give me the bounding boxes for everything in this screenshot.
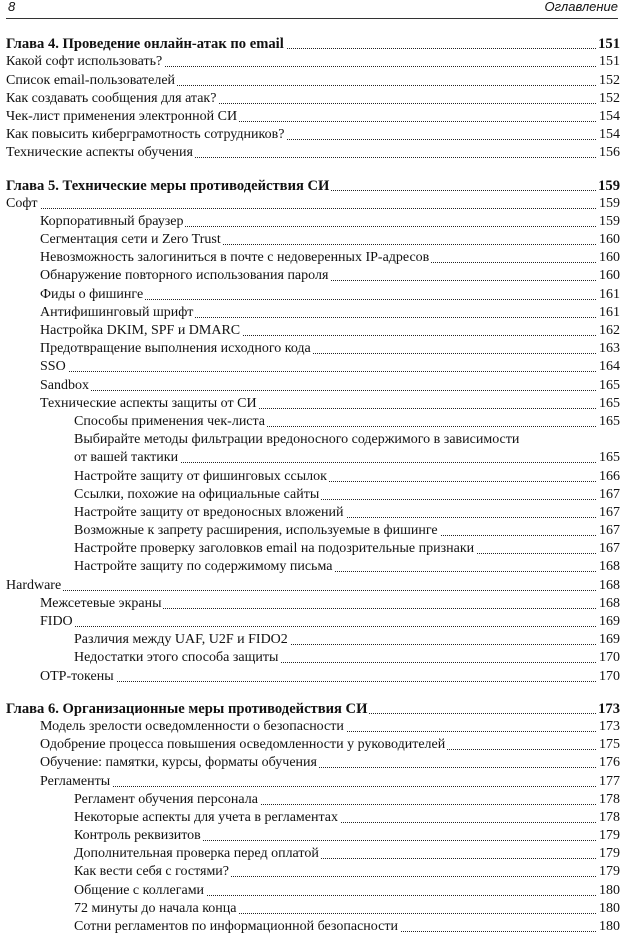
toc-entry-title: Sandbox — [40, 377, 89, 393]
toc-chapter-entry[interactable] — [6, 701, 620, 719]
toc-page-number: 159 — [598, 177, 620, 194]
toc-entry-title: Общение с коллегами — [74, 882, 205, 898]
toc-entry-title: Невозможность залогиниться в почте с недоверенных IP-адресов — [40, 250, 430, 266]
toc-entry[interactable] — [6, 72, 620, 90]
dot-leader — [40, 371, 620, 372]
toc-page-number: 161 — [599, 286, 620, 302]
toc-entry-title: Различия между UAF, U2F и FIDO2 — [74, 632, 288, 648]
toc-page-number: 180 — [599, 919, 620, 935]
toc-page-number: 178 — [599, 791, 620, 807]
toc-page-number: 160 — [599, 232, 620, 248]
toc-page-number: 151 — [598, 36, 620, 53]
dot-leader — [6, 590, 620, 591]
toc-entry-title: Глава 4. Проведение онлайн-атак по email — [6, 36, 284, 53]
toc-entry-title: Дополнительная проверка перед оплатой — [74, 846, 319, 862]
toc-page-number: 152 — [599, 90, 620, 106]
toc-entry-title: Глава 5. Технические меры противодействия СИ — [6, 177, 330, 194]
toc-entry[interactable] — [6, 487, 620, 505]
page-number: 8 — [8, 0, 16, 14]
toc-page-number: 165 — [599, 377, 620, 393]
toc-page-number: 159 — [599, 195, 620, 211]
toc-entry[interactable] — [6, 864, 620, 882]
toc-entry[interactable] — [6, 505, 620, 523]
toc-entry-title: Софт — [6, 195, 38, 211]
toc-entry[interactable] — [6, 127, 620, 145]
toc-entry-title: Список email-пользователей — [6, 72, 176, 88]
toc-entry[interactable] — [6, 719, 620, 737]
toc-entry[interactable] — [6, 810, 620, 828]
toc-entry-title: Как повысить киберграмотность сотрудников? — [6, 127, 285, 143]
toc-entry-title: Настройте защиту по содержимому письма — [74, 559, 333, 575]
toc-chapter-entry[interactable] — [6, 177, 620, 195]
toc-entry-title: Технические аспекты защиты от СИ — [40, 395, 257, 411]
toc-entry-title: Настройте защиту от фишинговых ссылок — [74, 468, 327, 484]
toc-entry[interactable] — [6, 214, 620, 232]
toc-entry-title: Одобрение процесса повышения осведомленности у руководителей — [40, 737, 446, 753]
toc-chapter-entry[interactable] — [6, 36, 620, 54]
toc-entry[interactable] — [6, 559, 620, 577]
toc-entry-title: Ссылки, похожие на официальные сайты — [74, 486, 320, 502]
toc-page-number: 173 — [599, 718, 620, 734]
toc-page-number: 167 — [599, 541, 620, 557]
toc-entry-title: Антифишинговый шрифт — [40, 304, 194, 320]
toc-entry[interactable] — [6, 341, 620, 359]
toc-entry[interactable] — [6, 755, 620, 773]
toc-entry[interactable] — [6, 773, 620, 791]
toc-page-number: 164 — [599, 359, 620, 375]
toc-entry[interactable] — [6, 232, 620, 250]
toc-entry-title: Модель зрелости осведомленности о безопасности — [40, 718, 344, 734]
toc-page-number: 165 — [599, 413, 620, 429]
toc-entry[interactable] — [6, 359, 620, 377]
toc-entry[interactable] — [6, 323, 620, 341]
toc-entry-title: 72 минуты до начала конца — [74, 900, 237, 916]
toc-page-number: 168 — [599, 595, 620, 611]
toc-entry-title: Способы применения чек-листа — [74, 413, 266, 429]
toc-entry-title: Предотвращение выполнения исходного кода — [40, 341, 311, 357]
toc-entry[interactable] — [6, 377, 620, 395]
toc-entry-title: Глава 6. Организационные меры противодействия СИ — [6, 700, 368, 717]
toc-page-number: 162 — [599, 323, 620, 338]
toc-entry-title: Регламент обучения персонала — [74, 791, 258, 807]
dot-leader — [40, 390, 620, 391]
toc-entry[interactable] — [6, 577, 620, 595]
toc-entry-title: SSO — [40, 359, 66, 375]
toc-entry-title: Регламенты — [40, 773, 111, 789]
toc-entry[interactable] — [6, 668, 620, 686]
toc-entry[interactable] — [6, 792, 620, 810]
toc-entry[interactable] — [6, 432, 620, 468]
toc-page-number: 170 — [599, 650, 620, 666]
toc-entry[interactable] — [6, 145, 620, 163]
toc-page-number: 165 — [599, 395, 620, 411]
toc-entry-title: Чек-лист применения электронной СИ — [6, 108, 238, 124]
toc-entry-title: от вашей тактики — [74, 450, 179, 466]
toc-page-number: 151 — [599, 54, 620, 70]
toc-entry[interactable] — [6, 250, 620, 268]
toc-entry[interactable] — [6, 414, 620, 432]
toc-page-number: 180 — [599, 882, 620, 898]
toc-entry[interactable] — [6, 396, 620, 414]
toc-entry-title: Настройте защиту от вредоносных вложений — [74, 504, 344, 520]
dot-leader — [40, 626, 620, 627]
toc-entry-title: Обнаружение повторного использования пароля — [40, 268, 329, 284]
toc-page-number: 178 — [599, 809, 620, 825]
toc-page-number: 169 — [599, 632, 620, 648]
toc-entry-title-line1: Выбирайте методы фильтрации вредоносного содержимого в зависимости — [74, 431, 520, 447]
toc-page-number: 167 — [599, 504, 620, 520]
toc-page-number: 175 — [599, 737, 620, 753]
toc-entry[interactable] — [6, 523, 620, 541]
toc-entry[interactable] — [6, 846, 620, 864]
toc-page-number: 161 — [599, 304, 620, 320]
toc-entry-title: Настройка DKIM, SPF и DMARC — [40, 323, 241, 338]
toc-entry-title: Технические аспекты обучения — [6, 145, 193, 161]
toc-page-number: 168 — [599, 559, 620, 575]
toc-entry[interactable] — [6, 650, 620, 668]
toc-entry[interactable] — [6, 286, 620, 304]
table-of-contents — [6, 36, 620, 937]
toc-entry[interactable] — [6, 614, 620, 632]
toc-page-number: 168 — [599, 577, 620, 593]
toc-entry[interactable] — [6, 468, 620, 486]
toc-page-number: 165 — [599, 450, 620, 466]
toc-page-number: 176 — [599, 755, 620, 771]
toc-entry[interactable] — [6, 919, 620, 937]
toc-entry[interactable] — [6, 541, 620, 559]
toc-page-number: 154 — [599, 108, 620, 124]
toc-entry-title: Корпоративный браузер — [40, 213, 184, 229]
toc-entry-title: Настройте проверку заголовков email на подозрительные признаки — [74, 541, 475, 557]
toc-entry[interactable] — [6, 268, 620, 286]
toc-page-number: 152 — [599, 72, 620, 88]
toc-entry-title: Сотни регламентов по информационной безопасности — [74, 919, 398, 935]
toc-entry-title: Как создавать сообщения для атак? — [6, 90, 217, 106]
page-header — [6, 0, 618, 19]
toc-page-number: 169 — [599, 614, 620, 630]
toc-entry-title: Недостатки этого способа защиты — [74, 650, 279, 666]
toc-entry-title: Возможные к запрету расширения, используемые в фишинге — [74, 523, 438, 539]
toc-entry[interactable] — [6, 91, 620, 109]
toc-page-number: 154 — [599, 127, 620, 143]
toc-page-number: 160 — [599, 250, 620, 266]
dot-leader — [40, 681, 620, 682]
toc-entry[interactable] — [6, 737, 620, 755]
toc-page-number: 177 — [599, 773, 620, 789]
toc-page-number: 179 — [599, 828, 620, 844]
toc-page-number: 160 — [599, 268, 620, 284]
dot-leader — [40, 786, 620, 787]
toc-entry-title: Обучение: памятки, курсы, форматы обучения — [40, 755, 317, 771]
toc-entry-title: OTP-токены — [40, 668, 114, 684]
toc-page-number: 163 — [599, 341, 620, 357]
toc-page-number: 159 — [599, 213, 620, 229]
toc-entry-title: Межсетевые экраны — [40, 595, 162, 611]
toc-entry[interactable] — [6, 596, 620, 614]
toc-page-number: 167 — [599, 523, 620, 539]
toc-entry[interactable] — [6, 882, 620, 900]
toc-entry-title: Как вести себя с гостями? — [74, 864, 230, 880]
toc-entry[interactable] — [6, 901, 620, 919]
toc-entry[interactable] — [6, 632, 620, 650]
toc-entry[interactable] — [6, 54, 620, 72]
dot-leader — [6, 208, 620, 209]
toc-entry[interactable] — [6, 196, 620, 214]
toc-page-number: 156 — [599, 145, 620, 161]
toc-entry-title: Сегментация сети и Zero Trust — [40, 232, 221, 248]
toc-page-number: 166 — [599, 468, 620, 484]
toc-page-number: 179 — [599, 846, 620, 862]
toc-page-number: 180 — [599, 900, 620, 916]
toc-entry[interactable] — [6, 828, 620, 846]
toc-entry[interactable] — [6, 109, 620, 127]
toc-page-number: 173 — [598, 700, 620, 717]
toc-entry-title: Контроль реквизитов — [74, 828, 201, 844]
toc-page-number: 179 — [599, 864, 620, 880]
toc-entry-title: Фиды о фишинге — [40, 286, 144, 302]
toc-page-number: 170 — [599, 668, 620, 684]
toc-entry-title: Какой софт использовать? — [6, 54, 163, 70]
toc-entry-title: FIDO — [40, 614, 73, 630]
toc-entry-title: Hardware — [6, 577, 62, 593]
toc-entry-title: Некоторые аспекты для учета в регламентах — [74, 809, 338, 825]
running-title: Оглавление — [544, 0, 618, 14]
toc-entry[interactable] — [6, 305, 620, 323]
toc-page-number: 167 — [599, 486, 620, 502]
